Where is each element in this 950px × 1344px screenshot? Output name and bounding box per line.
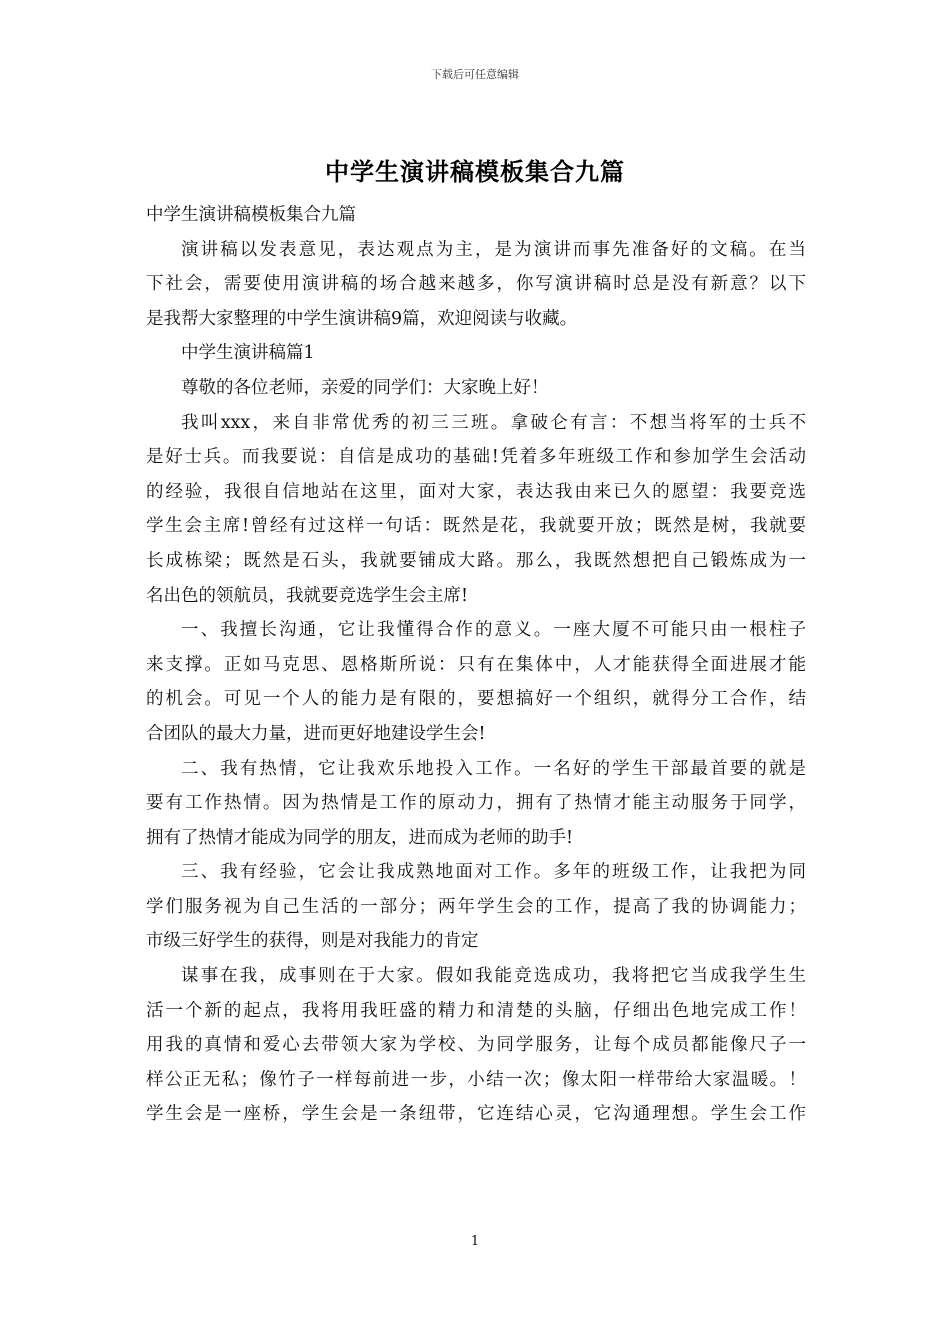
text-line: 市级三好学生的获得，则是对我能力的肯定 bbox=[146, 931, 479, 952]
text-line: 三、我有经验，它会让我成熟地面对工作。多年的班级工作，让我把为同 bbox=[181, 862, 806, 883]
text-line: 谋事在我，成事则在于大家。假如我能竞选成功，我将把它当成我学生生 bbox=[181, 966, 806, 987]
text-line: 要有工作热情。因为热情是工作的原动力，拥有了热情才能主动服务于同学， bbox=[146, 793, 806, 814]
text-line: 活一个新的起点，我将用我旺盛的精力和清楚的头脑，仔细出色地完成工作！ bbox=[146, 1000, 806, 1021]
document-title: 中学生演讲稿模板集合九篇 bbox=[325, 157, 625, 186]
text-line: 我叫xxx，来自非常优秀的初三三班。拿破仑有言：不想当将军的士兵不 bbox=[181, 412, 806, 433]
document-body bbox=[146, 198, 806, 1132]
text-line: 是好士兵。而我要说：自信是成功的基础!凭着多年班级工作和参加学生会活动 bbox=[146, 447, 806, 468]
text-line: 样公正无私；像竹子一样每前进一步，小结一次；像太阳一样带给大家温暖。！ bbox=[146, 1069, 806, 1090]
text-line: 学们服务视为自己生活的一部分；两年学生会的工作，提高了我的协调能力； bbox=[146, 896, 806, 917]
text-line: 名出色的领航员，我就要竞选学生会主席! bbox=[146, 585, 469, 606]
text-line: 中学生演讲稿篇1 bbox=[181, 343, 315, 364]
text-line: 拥有了热情才能成为同学的朋友，进而成为老师的助手! bbox=[146, 827, 574, 848]
text-line: 中学生演讲稿模板集合九篇 bbox=[146, 205, 356, 225]
text-line: 的机会。可见一个人的能力是有限的，要想搞好一个组织，就得分工合作，结 bbox=[146, 689, 806, 710]
text-line: 演讲稿以发表意见，表达观点为主，是为演讲而事先准备好的文稿。在当 bbox=[181, 239, 806, 260]
text-line: 合团队的最大力量，进而更好地建设学生会! bbox=[146, 723, 486, 744]
text-line: 是我帮大家整理的中学生演讲稿9篇，欢迎阅读与收藏。 bbox=[146, 308, 578, 329]
text-line: 来支撑。正如马克思、恩格斯所说：只有在集体中，人才能获得全面进展才能 bbox=[146, 654, 806, 675]
text-line: 一、我擅长沟通，它让我懂得合作的意义。一座大厦不可能只由一根柱子 bbox=[181, 620, 806, 641]
text-line: 长成栋梁；既然是石头，我就要铺成大路。那么，我既然想把自己锻炼成为一 bbox=[146, 550, 806, 571]
text-line: 学生会是一座桥，学生会是一条纽带，它连结心灵，它沟通理想。学生会工作 bbox=[146, 1104, 806, 1125]
text-line: 的经验，我很自信地站在这里，面对大家，表达我由来已久的愿望：我要竞选 bbox=[146, 481, 806, 502]
text-line: 二、我有热情，它让我欢乐地投入工作。一名好的学生干部最首要的就是 bbox=[181, 758, 806, 779]
text-line: 学生会主席!曾经有过这样一句话：既然是花，我就要开放；既然是树，我就要 bbox=[146, 516, 806, 537]
page-number: 1 bbox=[470, 1234, 480, 1249]
text-line: 下社会，需要使用演讲稿的场合越来越多，你写演讲稿时总是没有新意？以下 bbox=[146, 274, 806, 295]
text-line: 尊敬的各位老师，亲爱的同学们：大家晚上好！ bbox=[181, 377, 549, 398]
page-header: 下载后可任意编辑 bbox=[431, 68, 519, 81]
text-line: 用我的真情和爱心去带领大家为学校、为同学服务，让每个成员都能像尺子一 bbox=[146, 1035, 806, 1056]
